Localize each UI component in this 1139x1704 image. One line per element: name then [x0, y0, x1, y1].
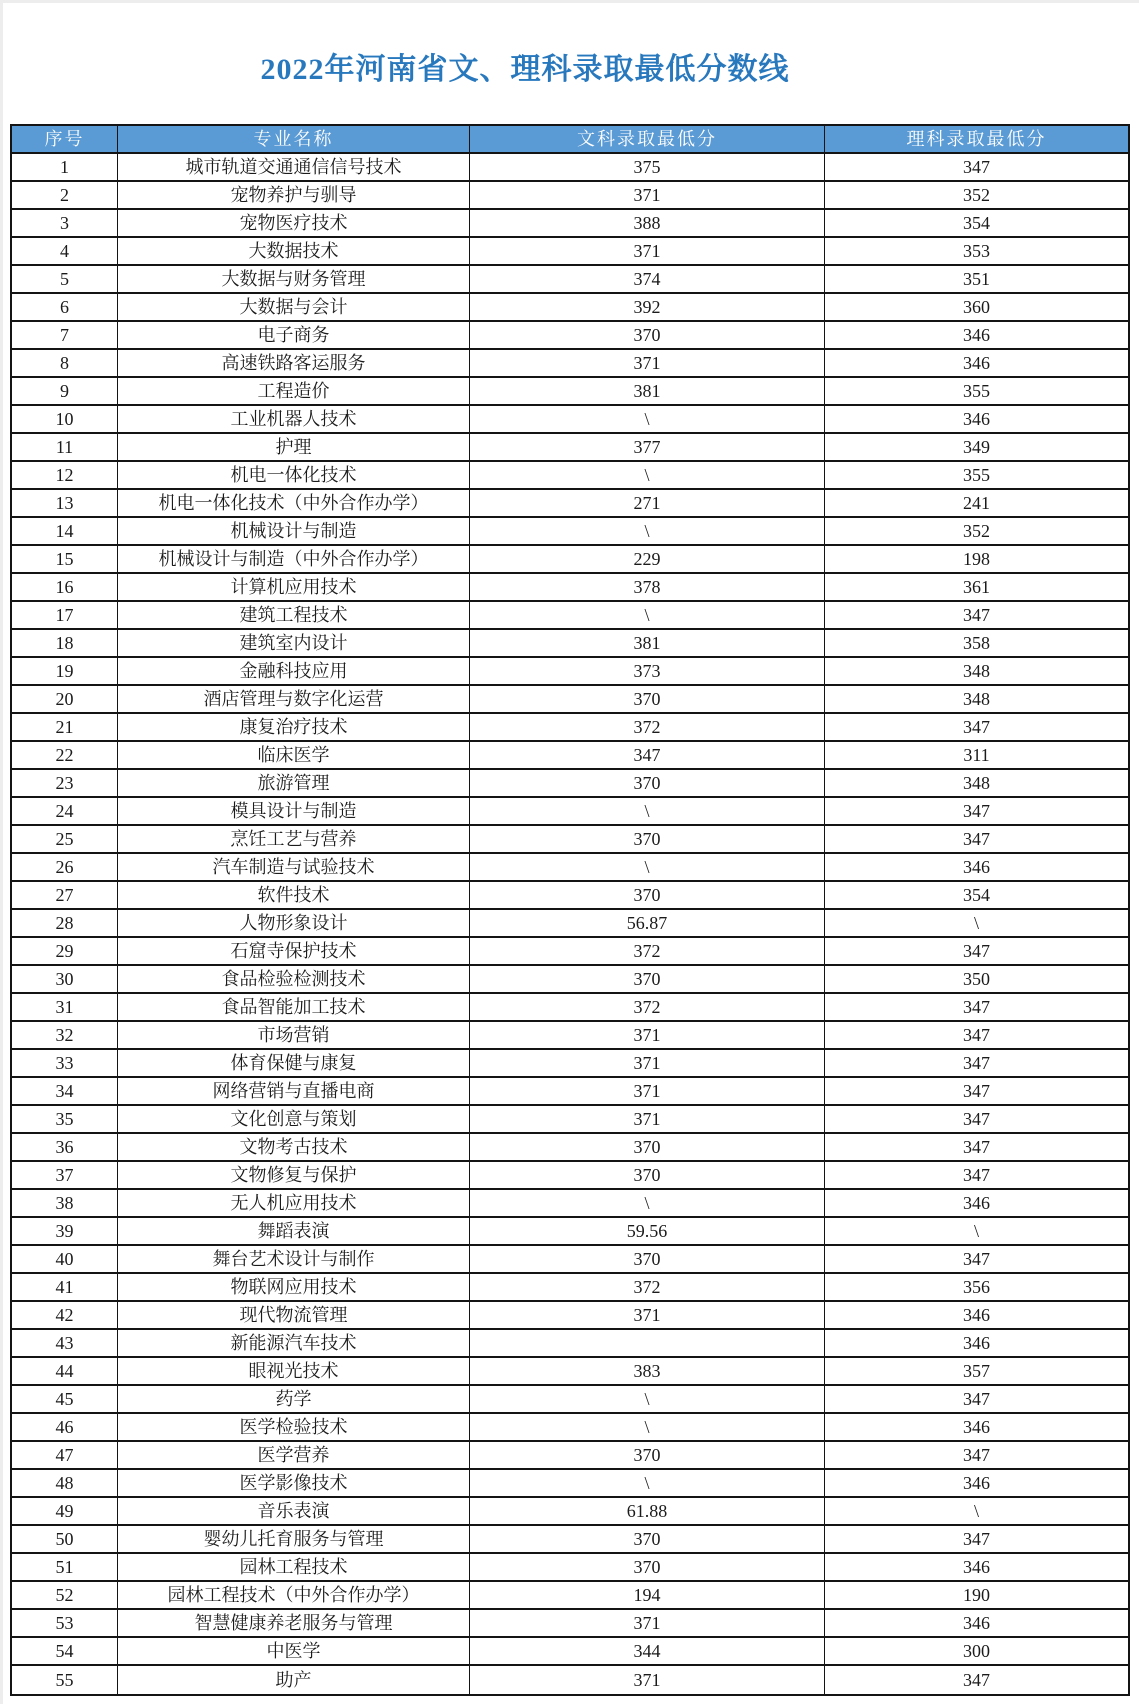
cell-index: 7 — [12, 322, 118, 348]
cell-major-name: 网络营销与直播电商 — [118, 1078, 470, 1104]
cell-wenke-score: 370 — [470, 966, 825, 992]
cell-like-score: 348 — [963, 689, 990, 709]
cell-index: 32 — [12, 1022, 118, 1048]
cell-wenke-score: 370 — [470, 1442, 825, 1468]
cell-wenke-score: \ — [470, 602, 825, 628]
cell-like-score: \ — [973, 1221, 979, 1241]
cell-wenke-score: \ — [470, 1386, 825, 1412]
cell-index: 25 — [12, 826, 118, 852]
cell-index: 16 — [12, 574, 118, 600]
cell-major-name: 眼视光技术 — [118, 1358, 470, 1384]
cell-wenke-score: 372 — [470, 994, 825, 1020]
cell-like-score: 347 — [963, 1109, 990, 1129]
table-row — [12, 322, 1128, 350]
cell-major-name: 软件技术 — [118, 882, 470, 908]
cell-index: 2 — [12, 182, 118, 208]
cell-index: 53 — [12, 1610, 118, 1636]
table-row — [12, 462, 1128, 490]
table-row — [12, 406, 1128, 434]
admission-scores-table — [10, 124, 1130, 1696]
cell-major-name: 汽车制造与试验技术 — [118, 854, 470, 880]
cell-index: 42 — [12, 1302, 118, 1328]
table-row — [12, 966, 1128, 994]
cell-wenke-score: 371 — [470, 1302, 825, 1328]
table-row — [12, 1358, 1128, 1386]
cell-like-score: 347 — [963, 1249, 990, 1269]
cell-index: 4 — [12, 238, 118, 264]
table-row — [12, 238, 1128, 266]
cell-index: 3 — [12, 210, 118, 236]
cell-like-score: 346 — [963, 409, 990, 429]
cell-index: 24 — [12, 798, 118, 824]
cell-major-name: 新能源汽车技术 — [118, 1330, 470, 1356]
cell-like-score: 346 — [963, 1305, 990, 1325]
cell-wenke-score: 370 — [470, 826, 825, 852]
table-row — [12, 1610, 1128, 1638]
cell-major-name: 宠物医疗技术 — [118, 210, 470, 236]
cell-index: 50 — [12, 1526, 118, 1552]
cell-major-name: 酒店管理与数字化运营 — [118, 686, 470, 712]
table-row — [12, 1190, 1128, 1218]
cell-major-name: 旅游管理 — [118, 770, 470, 796]
cell-like-score: 357 — [963, 1361, 990, 1381]
cell-index: 35 — [12, 1106, 118, 1132]
cell-like-score: 241 — [963, 493, 990, 513]
cell-like-score: 355 — [963, 465, 990, 485]
cell-index: 15 — [12, 546, 118, 572]
cell-index: 27 — [12, 882, 118, 908]
page-edge-top — [0, 0, 1139, 3]
header-cell-wenke-score: 文科录取最低分 — [470, 126, 825, 152]
cell-index: 18 — [12, 630, 118, 656]
cell-major-name: 大数据与财务管理 — [118, 266, 470, 292]
cell-major-name: 机电一体化技术（中外合作办学） — [118, 490, 470, 516]
cell-major-name: 医学检验技术 — [118, 1414, 470, 1440]
header-cell-major: 专业名称 — [118, 126, 470, 152]
cell-wenke-score: 371 — [470, 182, 825, 208]
cell-major-name: 助产 — [118, 1666, 470, 1694]
cell-major-name: 大数据技术 — [118, 238, 470, 264]
cell-major-name: 金融科技应用 — [118, 658, 470, 684]
cell-like-score: 350 — [963, 969, 990, 989]
cell-like-score: 347 — [963, 1670, 990, 1690]
cell-wenke-score: 229 — [470, 546, 825, 572]
cell-like-score: 347 — [963, 1137, 990, 1157]
cell-wenke-score: 271 — [470, 490, 825, 516]
table-header-row — [12, 126, 1128, 154]
cell-index: 31 — [12, 994, 118, 1020]
table-row — [12, 854, 1128, 882]
cell-like-score: 354 — [963, 213, 990, 233]
cell-major-name: 工程造价 — [118, 378, 470, 404]
table-row — [12, 826, 1128, 854]
table-row — [12, 686, 1128, 714]
table-row — [12, 1554, 1128, 1582]
table-row — [12, 1470, 1128, 1498]
cell-wenke-score: 375 — [470, 154, 825, 180]
cell-like-score: 352 — [963, 521, 990, 541]
cell-index: 19 — [12, 658, 118, 684]
cell-major-name: 高速铁路客运服务 — [118, 350, 470, 376]
cell-wenke-score: 381 — [470, 630, 825, 656]
cell-index: 38 — [12, 1190, 118, 1216]
cell-like-score: 190 — [963, 1585, 990, 1605]
cell-like-score: 347 — [963, 157, 990, 177]
cell-wenke-score: 388 — [470, 210, 825, 236]
cell-index: 30 — [12, 966, 118, 992]
cell-index: 36 — [12, 1134, 118, 1160]
cell-major-name: 体育保健与康复 — [118, 1050, 470, 1076]
cell-like-score: 349 — [963, 437, 990, 457]
cell-wenke-score: 383 — [470, 1358, 825, 1384]
cell-like-score: 347 — [963, 1389, 990, 1409]
cell-major-name: 文化创意与策划 — [118, 1106, 470, 1132]
cell-index: 8 — [12, 350, 118, 376]
table-row — [12, 546, 1128, 574]
cell-like-score: 347 — [963, 1445, 990, 1465]
table-row — [12, 154, 1128, 182]
cell-index: 43 — [12, 1330, 118, 1356]
cell-wenke-score: 377 — [470, 434, 825, 460]
cell-like-score: 346 — [963, 1473, 990, 1493]
page-title: 2022年河南省文、理科录取最低分数线 — [260, 53, 790, 86]
cell-wenke-score: 372 — [470, 714, 825, 740]
cell-index: 29 — [12, 938, 118, 964]
table-row — [12, 1666, 1128, 1694]
cell-wenke-score: \ — [470, 798, 825, 824]
table-row — [12, 1526, 1128, 1554]
cell-wenke-score: \ — [470, 406, 825, 432]
cell-major-name: 建筑室内设计 — [118, 630, 470, 656]
cell-like-score: 347 — [963, 717, 990, 737]
cell-index: 54 — [12, 1638, 118, 1664]
cell-major-name: 工业机器人技术 — [118, 406, 470, 432]
cell-index: 12 — [12, 462, 118, 488]
table-row — [12, 378, 1128, 406]
cell-wenke-score: 371 — [470, 350, 825, 376]
table-row — [12, 910, 1128, 938]
cell-wenke-score: \ — [470, 1470, 825, 1496]
cell-index: 41 — [12, 1274, 118, 1300]
cell-index: 14 — [12, 518, 118, 544]
cell-index: 47 — [12, 1442, 118, 1468]
cell-major-name: 人物形象设计 — [118, 910, 470, 936]
table-row — [12, 1218, 1128, 1246]
table-row — [12, 1246, 1128, 1274]
cell-wenke-score: \ — [470, 518, 825, 544]
cell-major-name: 大数据与会计 — [118, 294, 470, 320]
header-cell-like-score: 理科录取最低分 — [906, 129, 1047, 149]
cell-index: 55 — [12, 1666, 118, 1694]
table-row — [12, 266, 1128, 294]
cell-wenke-score: 370 — [470, 686, 825, 712]
cell-index: 45 — [12, 1386, 118, 1412]
cell-major-name: 机械设计与制造 — [118, 518, 470, 544]
cell-like-score: \ — [973, 913, 979, 933]
table-row — [12, 1274, 1128, 1302]
cell-wenke-score: 56.87 — [470, 910, 825, 936]
cell-like-score: 348 — [963, 661, 990, 681]
cell-like-score: 352 — [963, 185, 990, 205]
table-row — [12, 882, 1128, 910]
cell-index: 44 — [12, 1358, 118, 1384]
cell-index: 6 — [12, 294, 118, 320]
cell-like-score: 347 — [963, 1025, 990, 1045]
cell-index: 9 — [12, 378, 118, 404]
table-row — [12, 490, 1128, 518]
cell-wenke-score: 371 — [470, 1078, 825, 1104]
cell-wenke-score: \ — [470, 462, 825, 488]
cell-wenke-score: 344 — [470, 1638, 825, 1664]
cell-like-score: 311 — [963, 745, 990, 765]
table-row — [12, 350, 1128, 378]
cell-wenke-score: 374 — [470, 266, 825, 292]
cell-major-name: 模具设计与制造 — [118, 798, 470, 824]
table-row — [12, 518, 1128, 546]
table-row — [12, 630, 1128, 658]
table-row — [12, 994, 1128, 1022]
cell-like-score: 353 — [963, 241, 990, 261]
cell-wenke-score: 370 — [470, 1162, 825, 1188]
cell-major-name: 物联网应用技术 — [118, 1274, 470, 1300]
cell-index: 23 — [12, 770, 118, 796]
cell-like-score: 347 — [963, 1165, 990, 1185]
table-row — [12, 1134, 1128, 1162]
cell-index: 26 — [12, 854, 118, 880]
cell-wenke-score: 392 — [470, 294, 825, 320]
cell-like-score: 354 — [963, 885, 990, 905]
cell-major-name: 医学影像技术 — [118, 1470, 470, 1496]
cell-major-name: 食品检验检测技术 — [118, 966, 470, 992]
cell-wenke-score: 347 — [470, 742, 825, 768]
cell-major-name: 文物考古技术 — [118, 1134, 470, 1160]
cell-major-name: 婴幼儿托育服务与管理 — [118, 1526, 470, 1552]
table-row — [12, 210, 1128, 238]
cell-wenke-score — [470, 1330, 825, 1356]
cell-major-name: 机械设计与制造（中外合作办学） — [118, 546, 470, 572]
cell-like-score: 346 — [963, 1193, 990, 1213]
cell-major-name: 石窟寺保护技术 — [118, 938, 470, 964]
cell-wenke-score: 371 — [470, 1666, 825, 1694]
cell-like-score: 346 — [963, 1333, 990, 1353]
cell-index: 21 — [12, 714, 118, 740]
table-row — [12, 1050, 1128, 1078]
cell-index: 37 — [12, 1162, 118, 1188]
cell-like-score: 356 — [963, 1277, 990, 1297]
cell-like-score: 347 — [963, 1081, 990, 1101]
cell-like-score: 347 — [963, 1053, 990, 1073]
table-row — [12, 1022, 1128, 1050]
table-row — [12, 1162, 1128, 1190]
cell-major-name: 园林工程技术 — [118, 1554, 470, 1580]
cell-wenke-score: \ — [470, 854, 825, 880]
cell-wenke-score: 371 — [470, 238, 825, 264]
cell-like-score: 346 — [963, 1557, 990, 1577]
table-row — [12, 574, 1128, 602]
cell-index: 20 — [12, 686, 118, 712]
cell-major-name: 城市轨道交通通信信号技术 — [118, 154, 470, 180]
cell-like-score: 347 — [963, 1529, 990, 1549]
cell-wenke-score: 371 — [470, 1022, 825, 1048]
table-row — [12, 1414, 1128, 1442]
cell-index: 34 — [12, 1078, 118, 1104]
cell-major-name: 建筑工程技术 — [118, 602, 470, 628]
cell-major-name: 音乐表演 — [118, 1498, 470, 1524]
cell-like-score: 346 — [963, 353, 990, 373]
cell-index: 52 — [12, 1582, 118, 1608]
cell-major-name: 医学营养 — [118, 1442, 470, 1468]
cell-like-score: 351 — [963, 269, 990, 289]
cell-major-name: 宠物养护与驯导 — [118, 182, 470, 208]
cell-major-name: 舞台艺术设计与制作 — [118, 1246, 470, 1272]
table-row — [12, 714, 1128, 742]
cell-major-name: 中医学 — [118, 1638, 470, 1664]
cell-wenke-score: 378 — [470, 574, 825, 600]
cell-wenke-score: 370 — [470, 882, 825, 908]
cell-wenke-score: 59.56 — [470, 1218, 825, 1244]
cell-wenke-score: 370 — [470, 322, 825, 348]
table-row — [12, 798, 1128, 826]
cell-major-name: 舞蹈表演 — [118, 1218, 470, 1244]
table-row — [12, 1330, 1128, 1358]
cell-like-score: 300 — [963, 1641, 990, 1661]
cell-wenke-score: 370 — [470, 1554, 825, 1580]
cell-major-name: 智慧健康养老服务与管理 — [118, 1610, 470, 1636]
table-row — [12, 434, 1128, 462]
cell-like-score: 346 — [963, 1417, 990, 1437]
cell-index: 5 — [12, 266, 118, 292]
cell-major-name: 药学 — [118, 1386, 470, 1412]
page-edge-left — [0, 0, 3, 1704]
cell-wenke-score: 371 — [470, 1106, 825, 1132]
cell-index: 10 — [12, 406, 118, 432]
cell-major-name: 文物修复与保护 — [118, 1162, 470, 1188]
table-row — [12, 1498, 1128, 1526]
table-row — [12, 1386, 1128, 1414]
cell-index: 1 — [12, 154, 118, 180]
cell-wenke-score: 371 — [470, 1050, 825, 1076]
cell-major-name: 康复治疗技术 — [118, 714, 470, 740]
cell-index: 48 — [12, 1470, 118, 1496]
table-row — [12, 1078, 1128, 1106]
cell-wenke-score: 370 — [470, 770, 825, 796]
cell-wenke-score: 381 — [470, 378, 825, 404]
table-row — [12, 294, 1128, 322]
table-row — [12, 602, 1128, 630]
cell-major-name: 无人机应用技术 — [118, 1190, 470, 1216]
cell-wenke-score: \ — [470, 1190, 825, 1216]
cell-like-score: 347 — [963, 801, 990, 821]
cell-index: 17 — [12, 602, 118, 628]
cell-like-score: 346 — [963, 1613, 990, 1633]
table-row — [12, 1582, 1128, 1610]
cell-wenke-score: 372 — [470, 938, 825, 964]
cell-index: 40 — [12, 1246, 118, 1272]
table-row — [12, 1638, 1128, 1666]
cell-like-score: 346 — [963, 857, 990, 877]
table-row — [12, 938, 1128, 966]
cell-index: 39 — [12, 1218, 118, 1244]
cell-major-name: 护理 — [118, 434, 470, 460]
table-row — [12, 742, 1128, 770]
cell-like-score: 361 — [963, 577, 990, 597]
cell-like-score: 346 — [963, 325, 990, 345]
cell-like-score: 360 — [963, 297, 990, 317]
header-cell-index: 序号 — [12, 126, 118, 152]
cell-major-name: 市场营销 — [118, 1022, 470, 1048]
cell-wenke-score: 373 — [470, 658, 825, 684]
cell-like-score: 355 — [963, 381, 990, 401]
cell-index: 11 — [12, 434, 118, 460]
cell-major-name: 园林工程技术（中外合作办学） — [118, 1582, 470, 1608]
cell-major-name: 机电一体化技术 — [118, 462, 470, 488]
cell-index: 13 — [12, 490, 118, 516]
table-row — [12, 658, 1128, 686]
cell-major-name: 临床医学 — [118, 742, 470, 768]
cell-wenke-score: 194 — [470, 1582, 825, 1608]
cell-like-score: 347 — [963, 997, 990, 1017]
cell-like-score: 347 — [963, 829, 990, 849]
cell-like-score: 348 — [963, 773, 990, 793]
cell-wenke-score: 370 — [470, 1526, 825, 1552]
cell-index: 22 — [12, 742, 118, 768]
table-row — [12, 770, 1128, 798]
cell-index: 33 — [12, 1050, 118, 1076]
cell-wenke-score: 370 — [470, 1134, 825, 1160]
cell-major-name: 计算机应用技术 — [118, 574, 470, 600]
cell-wenke-score: 61.88 — [470, 1498, 825, 1524]
cell-like-score: 358 — [963, 633, 990, 653]
cell-wenke-score: 370 — [470, 1246, 825, 1272]
cell-major-name: 现代物流管理 — [118, 1302, 470, 1328]
cell-index: 46 — [12, 1414, 118, 1440]
cell-major-name: 烹饪工艺与营养 — [118, 826, 470, 852]
cell-like-score: \ — [973, 1501, 979, 1521]
cell-like-score: 347 — [963, 941, 990, 961]
cell-wenke-score: 372 — [470, 1274, 825, 1300]
cell-wenke-score: \ — [470, 1414, 825, 1440]
table-row — [12, 1442, 1128, 1470]
cell-wenke-score: 371 — [470, 1610, 825, 1636]
cell-like-score: 198 — [963, 549, 990, 569]
table-row — [12, 1106, 1128, 1134]
table-row — [12, 1302, 1128, 1330]
cell-index: 28 — [12, 910, 118, 936]
table-body — [12, 154, 1128, 1694]
cell-like-score: 347 — [963, 605, 990, 625]
cell-index: 51 — [12, 1554, 118, 1580]
cell-major-name: 食品智能加工技术 — [118, 994, 470, 1020]
cell-index: 49 — [12, 1498, 118, 1524]
cell-major-name: 电子商务 — [118, 322, 470, 348]
table-row — [12, 182, 1128, 210]
